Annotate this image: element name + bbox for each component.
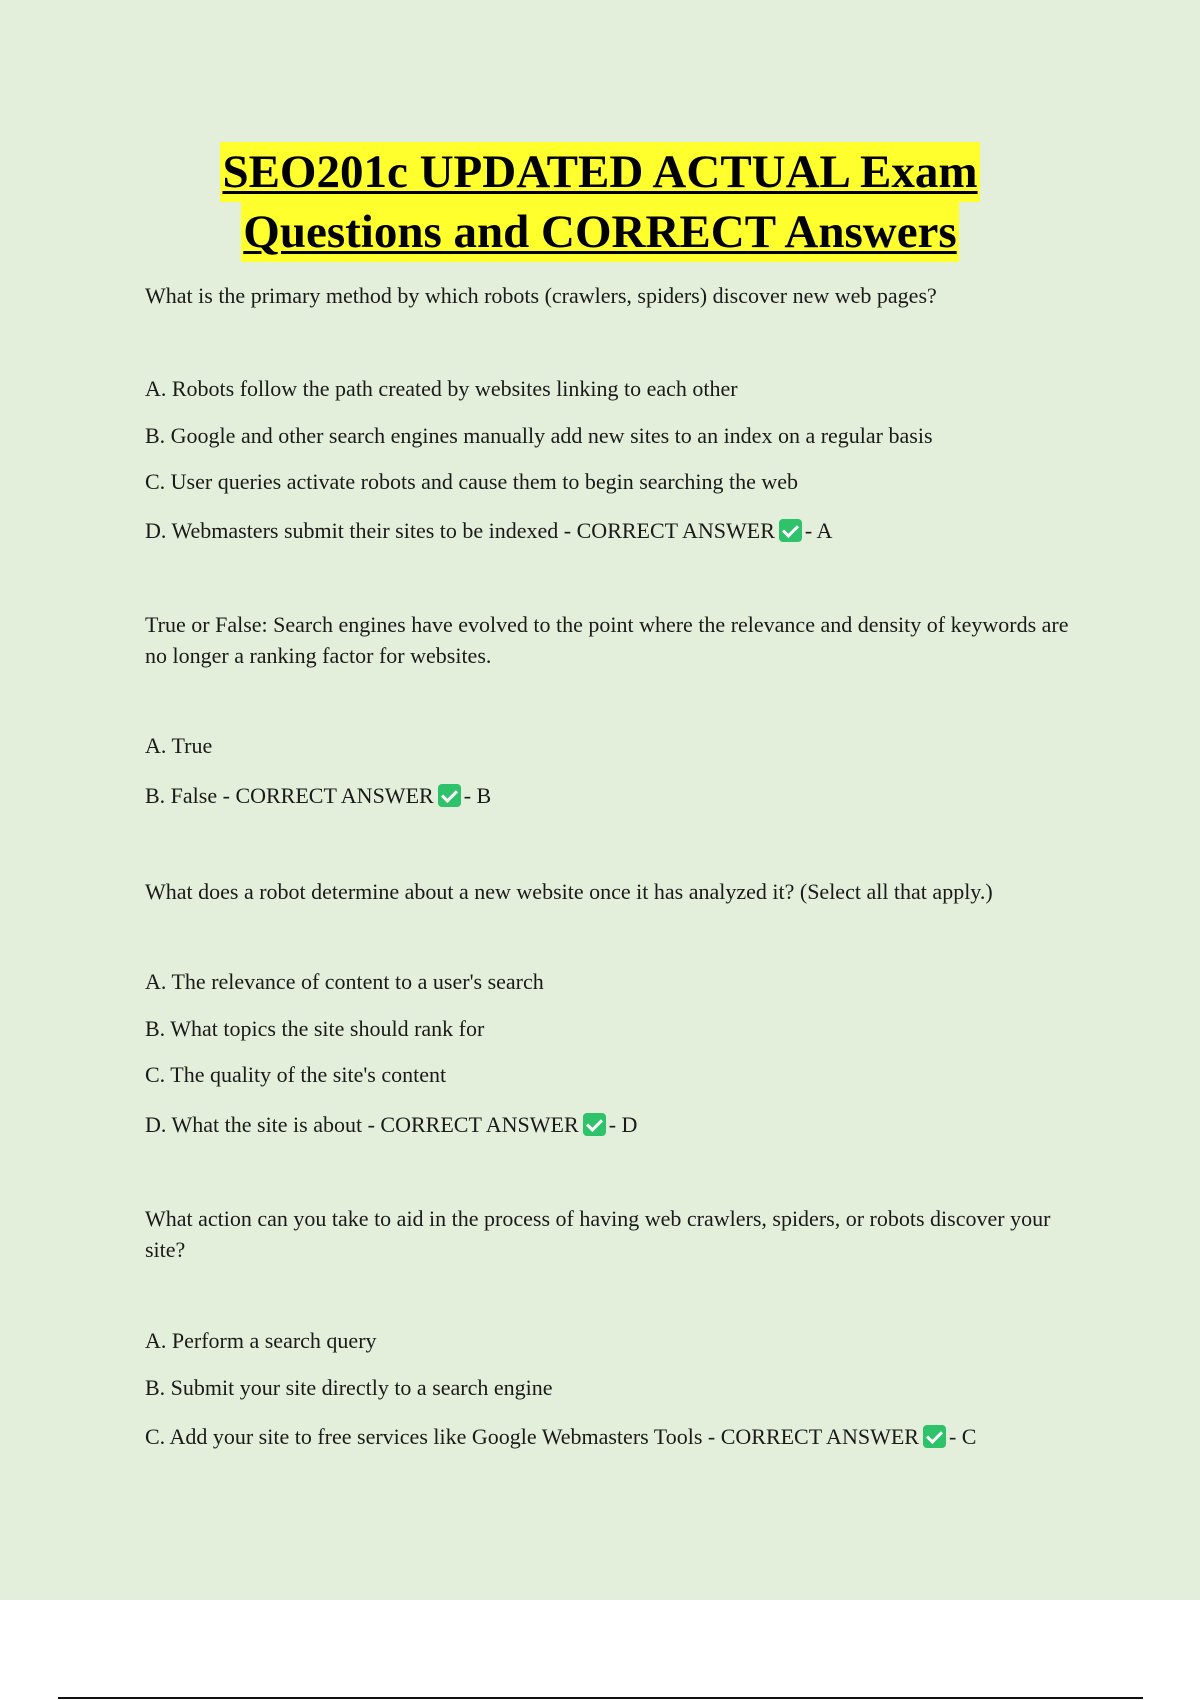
page-title bbox=[0, 142, 1200, 262]
question-text: What does a robot determine about a new website once it has analyzed it? (Select all that apply.) bbox=[145, 879, 993, 904]
answer-option: D. What the site is about - CORRECT ANSWER bbox=[145, 1112, 579, 1137]
question-text: True or False: Search engines have evolved to the point where the relevance and density of keywords are no longer a ranking factor for websites. bbox=[145, 612, 1069, 668]
footer-divider bbox=[58, 1697, 1143, 1699]
answer-option: B. False - CORRECT ANSWER bbox=[145, 783, 434, 808]
answer-option: C. The quality of the site's content bbox=[145, 1062, 447, 1087]
answer-option: A. The relevance of content to a user's search bbox=[145, 969, 544, 994]
question-text: What is the primary method by which robots (crawlers, spiders) discover new web pages? bbox=[145, 283, 937, 308]
question-text: What action can you take to aid in the process of having web crawlers, spiders, or robots discover your site? bbox=[145, 1206, 1051, 1262]
answer-option: C. User queries activate robots and cause them to begin searching the web bbox=[145, 469, 799, 494]
correct-answer-letter: - A bbox=[804, 518, 833, 543]
answer-option: A. Perform a search query bbox=[145, 1328, 377, 1353]
title-line-2: Questions and CORRECT Answers bbox=[241, 202, 958, 262]
answer-option: D. Webmasters submit their sites to be indexed - CORRECT ANSWER bbox=[145, 518, 775, 543]
check-mark-icon bbox=[923, 1425, 946, 1448]
correct-answer-line bbox=[145, 780, 1085, 811]
check-mark-icon bbox=[583, 1113, 606, 1136]
correct-answer-line bbox=[145, 1109, 1085, 1140]
answer-option: C. Add your site to free services like Google Webmasters Tools - CORRECT ANSWER bbox=[145, 1424, 919, 1449]
answer-option: B. What topics the site should rank for bbox=[145, 1016, 485, 1041]
answer-option: A. True bbox=[145, 733, 213, 758]
correct-answer-letter: - C bbox=[948, 1424, 977, 1449]
check-mark-icon bbox=[438, 784, 461, 807]
correct-answer-line bbox=[145, 515, 1085, 546]
answer-option: B. Submit your site directly to a search engine bbox=[145, 1375, 553, 1400]
correct-answer-letter: - B bbox=[463, 783, 492, 808]
answer-option: A. Robots follow the path created by websites linking to each other bbox=[145, 376, 738, 401]
title-line-1: SEO201c UPDATED ACTUAL Exam bbox=[220, 142, 979, 202]
check-mark-icon bbox=[779, 519, 802, 542]
correct-answer-letter: - D bbox=[608, 1112, 638, 1137]
correct-answer-line bbox=[145, 1421, 1085, 1452]
answer-option: B. Google and other search engines manually add new sites to an index on a regular basis bbox=[145, 423, 933, 448]
